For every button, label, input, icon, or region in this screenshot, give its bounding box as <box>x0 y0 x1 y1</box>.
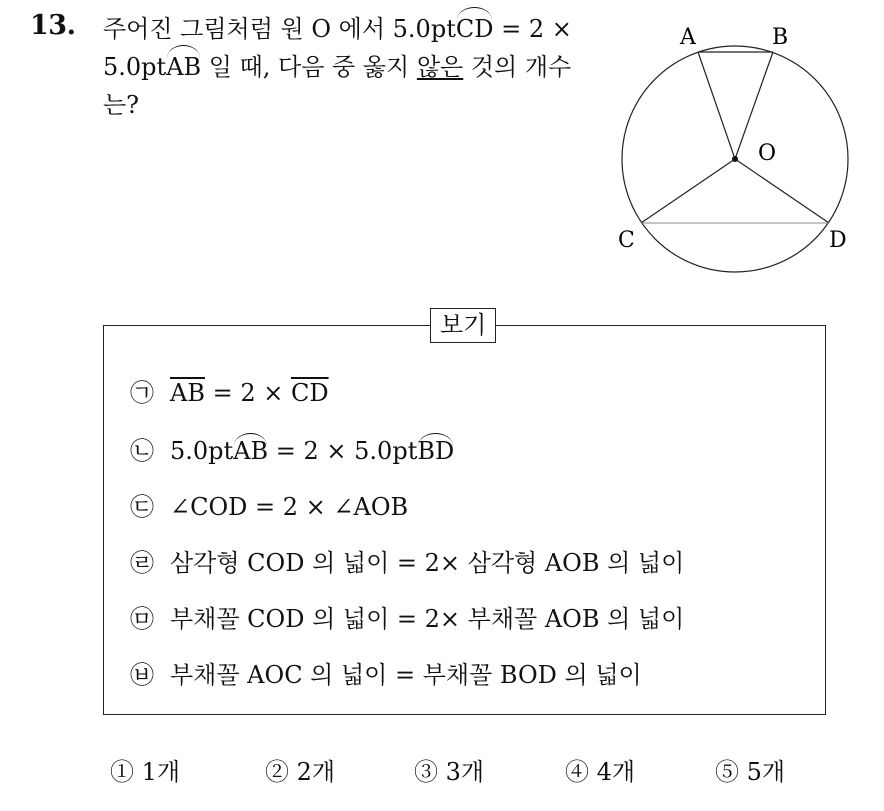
center-point-o <box>732 156 738 162</box>
arc-bd: BD <box>417 437 455 465</box>
choice-5[interactable] <box>715 757 785 787</box>
question-line-2 <box>103 48 603 86</box>
item-marker: ㉡ <box>130 437 154 465</box>
label-o: O <box>758 141 777 166</box>
choice-label: 4개 <box>596 758 636 786</box>
item-text: 부채꼴 COD 의 넓이 = 2× 부채꼴 AOB 의 넓이 <box>170 605 685 633</box>
segment-cd: $\overline{CD}$ <box>290 379 329 407</box>
bogi-item-5 <box>130 604 684 634</box>
segment-ab: $\overline{AB}$ <box>170 379 205 407</box>
item-text: 부채꼴 AOC 의 넓이 = 부채꼴 BOD 의 넓이 <box>170 661 642 689</box>
question-line-1-part-a: 주어진 그림처럼 원 O 에서 5.0pt <box>103 15 456 43</box>
question-line-1 <box>103 10 603 48</box>
arc-cd-notation: CD <box>456 10 494 48</box>
label-c: C <box>618 228 635 253</box>
bogi-item-4 <box>130 548 684 578</box>
bogi-box <box>103 311 826 715</box>
question-number: 13. <box>30 10 76 41</box>
item-marker: ㉠ <box>130 379 154 407</box>
bogi-item-2 <box>130 436 454 466</box>
question-line-3: 는? <box>103 91 140 119</box>
item-marker: ㉤ <box>130 605 154 633</box>
item-marker: ㉢ <box>130 493 154 521</box>
choice-marker: ⑤ <box>715 758 739 786</box>
item-marker: ㉥ <box>130 661 154 689</box>
choice-label: 5개 <box>746 758 786 786</box>
bogi-title: 보기 <box>430 308 496 343</box>
question-line-2-part-c: 것의 개수 <box>463 53 572 81</box>
choice-label: 2개 <box>296 758 336 786</box>
choice-1[interactable] <box>110 757 180 787</box>
label-a: A <box>680 25 696 50</box>
item-text: = 2 × 5.0pt <box>268 437 418 465</box>
item-text: ∠COD = 2 × ∠AOB <box>170 493 409 521</box>
choice-label: 1개 <box>141 758 181 786</box>
choice-label: 3개 <box>445 758 485 786</box>
radius-od <box>735 159 829 223</box>
item-text: 삼각형 COD 의 넓이 = 2× 삼각형 AOB 의 넓이 <box>170 549 685 577</box>
choice-marker: ④ <box>565 758 589 786</box>
item-text: 5.0pt <box>170 437 234 465</box>
question-line-2-part-b: 일 때, 다음 중 옳지 <box>201 53 417 81</box>
arc-ab-notation: AB <box>166 48 201 86</box>
arc-ab: AB <box>233 437 269 465</box>
question-line-2-part-a: 5.0pt <box>103 53 167 81</box>
underlined-not: 않은 <box>416 53 464 81</box>
choice-3[interactable] <box>414 757 484 787</box>
choice-marker: ② <box>265 758 289 786</box>
choice-marker: ① <box>110 758 134 786</box>
bogi-item-6 <box>130 660 642 690</box>
choice-4[interactable] <box>565 757 635 787</box>
circle-figure <box>600 14 860 274</box>
question-line-1-part-b: = 2 × <box>493 15 572 43</box>
choice-2[interactable] <box>265 757 335 787</box>
label-d: D <box>829 228 847 253</box>
question-text <box>103 10 603 124</box>
choice-marker: ③ <box>414 758 438 786</box>
radius-oc <box>641 159 735 223</box>
bogi-item-1 <box>130 378 329 408</box>
item-text: = 2 × <box>204 379 291 407</box>
label-b: B <box>772 25 789 50</box>
bogi-item-3 <box>130 492 408 522</box>
radius-oa <box>698 52 735 159</box>
item-marker: ㉣ <box>130 549 154 577</box>
